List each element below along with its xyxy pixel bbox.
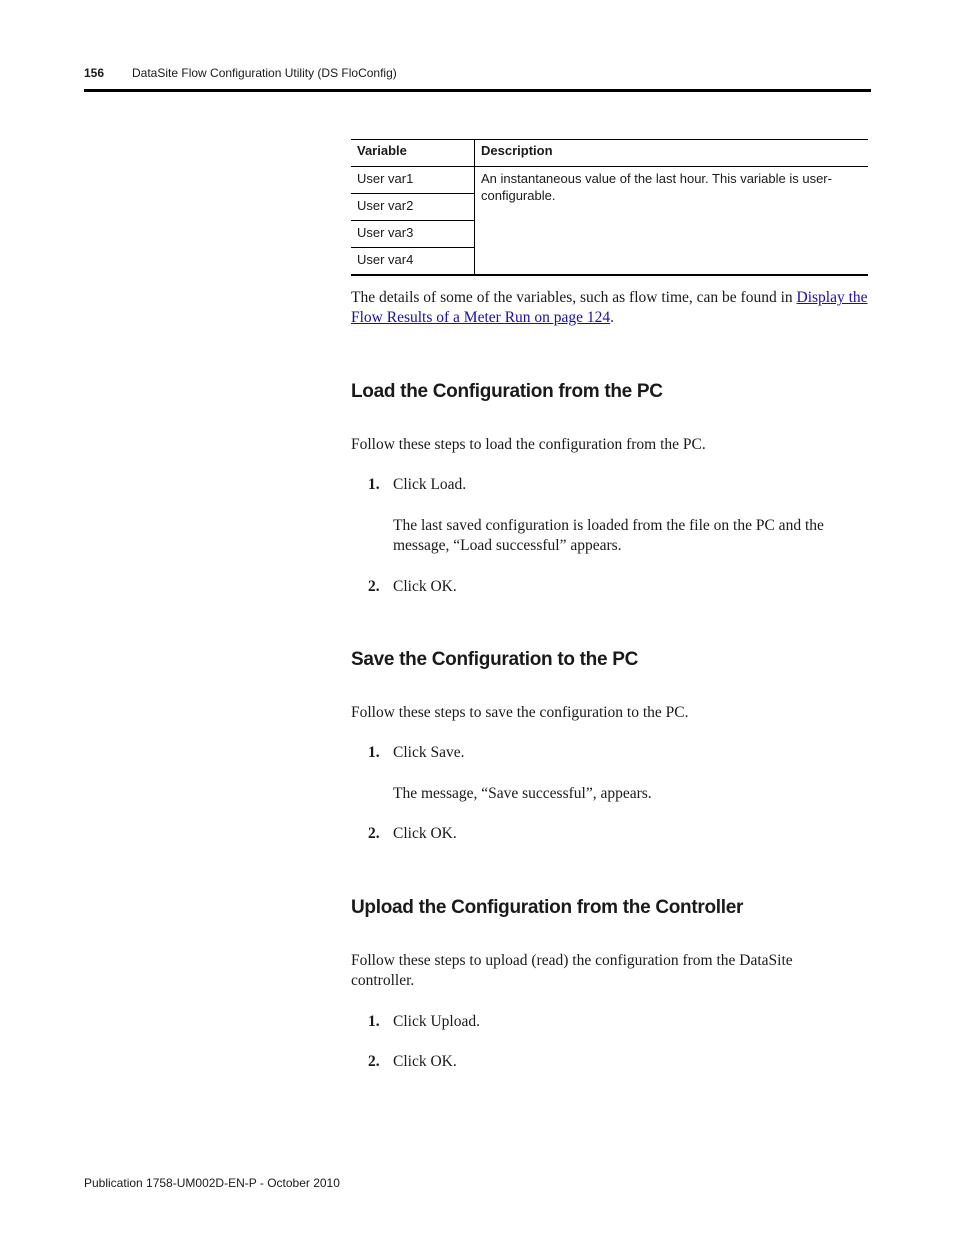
step-text: Click OK. (393, 578, 457, 595)
section-heading-load: Load the Configuration from the PC (351, 381, 663, 402)
section-heading-save: Save the Configuration to the PC (351, 649, 639, 670)
intro-end: . (610, 309, 615, 326)
save-note: The message, “Save successful”, appears. (393, 785, 652, 802)
step-number: 2. (368, 825, 380, 842)
variable-cell: User var4 (351, 248, 475, 276)
load-intro: Follow these steps to load the configuration from the PC. (351, 436, 706, 453)
column-header-description: Description (475, 140, 869, 167)
save-step-2 (368, 824, 457, 844)
meter-run-link[interactable]: Display the Flow Results of a Meter Run on page 124 (351, 289, 868, 326)
section-heading-upload: Upload the Configuration from the Controller (351, 897, 744, 918)
upload-step-2 (368, 1052, 457, 1072)
variable-cell: User var2 (351, 194, 475, 221)
step-number: 1. (368, 744, 380, 761)
table-header-row (351, 140, 868, 167)
step-number: 1. (368, 1013, 380, 1030)
load-note: The last saved configuration is loaded from the file on the PC and the message, “Load successful” appears. (393, 517, 824, 554)
save-intro: Follow these steps to save the configuration to the PC. (351, 704, 689, 721)
step-number: 2. (368, 578, 380, 595)
upload-intro: Follow these steps to upload (read) the configuration from the DataSite controller. (351, 952, 793, 989)
publication-footer: Publication 1758-UM002D-EN-P - October 2010 (84, 1176, 340, 1190)
description-cell: An instantaneous value of the last hour. This variable is user-configurable. (475, 167, 869, 276)
step-text: Click OK. (393, 825, 457, 842)
page-header (84, 66, 871, 92)
load-step-2 (368, 577, 457, 597)
variables-table (351, 139, 868, 276)
variable-cell: User var1 (351, 167, 475, 194)
save-step-1 (368, 743, 464, 763)
step-text: Click Upload. (393, 1013, 480, 1030)
step-text: Click Load. (393, 476, 467, 493)
variables-details-paragraph (351, 288, 871, 328)
step-number: 2. (368, 1053, 380, 1070)
intro-text: The details of some of the variables, such as flow time, can be found in (351, 289, 797, 306)
variable-cell: User var3 (351, 221, 475, 248)
running-title: DataSite Flow Configuration Utility (DS FloConfig) (132, 66, 397, 80)
header-rule (84, 89, 871, 92)
step-text: Click Save. (393, 744, 465, 761)
upload-step-1 (368, 1012, 480, 1032)
step-text: Click OK. (393, 1053, 457, 1070)
step-number: 1. (368, 476, 380, 493)
load-step-1 (368, 475, 466, 495)
page-number: 156 (84, 66, 105, 80)
table-row (351, 167, 868, 194)
column-header-variable: Variable (351, 140, 475, 167)
